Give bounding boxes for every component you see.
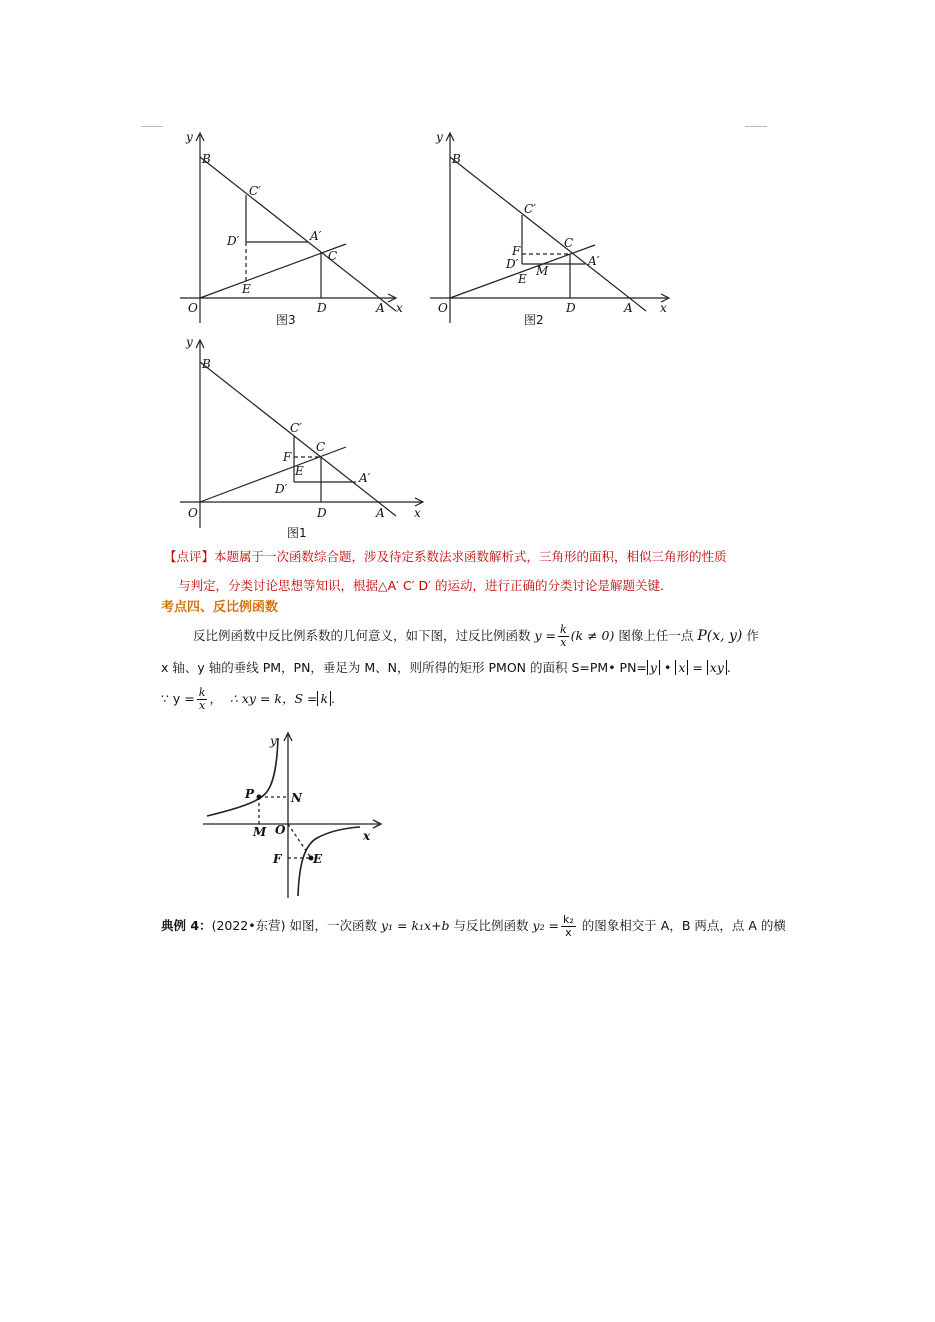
example-label: 典例 4： bbox=[161, 918, 212, 933]
para2-abs-xy: xy bbox=[707, 660, 727, 675]
fig1-label-A: A bbox=[376, 506, 385, 520]
fig2-label-A: A bbox=[624, 301, 633, 315]
fig1-label-A-prime: A′ bbox=[359, 471, 371, 485]
figure-1 bbox=[170, 332, 430, 544]
fig1-label-y: y bbox=[186, 335, 193, 349]
example-source: (2022•东营) 如图，一次函数 bbox=[211, 918, 381, 933]
fig1-label-B: B bbox=[202, 357, 211, 371]
fig3-label-x: x bbox=[396, 301, 403, 315]
example-frac-den: x bbox=[565, 926, 572, 939]
para3-frac-den: x bbox=[199, 699, 206, 712]
fig3-label-y: y bbox=[186, 130, 193, 144]
fig2-label-O: O bbox=[438, 301, 448, 315]
figure-2 bbox=[420, 125, 675, 335]
fig2-label-D-prime: D′ bbox=[506, 257, 519, 271]
paragraph-1 bbox=[193, 623, 759, 649]
fig3-label-D: D bbox=[317, 301, 327, 315]
fig1-caption: 图1 bbox=[287, 526, 307, 540]
para1-condition: (k ≠ 0) bbox=[570, 628, 615, 643]
para1-frac-num: k bbox=[560, 623, 567, 636]
example-fraction bbox=[561, 914, 576, 939]
fig2-label-F: F bbox=[512, 244, 521, 258]
para2-dot: • bbox=[659, 660, 676, 675]
page-corner-mark-left bbox=[141, 118, 163, 127]
fig2-label-C-prime: C′ bbox=[524, 202, 536, 216]
example-mid: 与反比例函数 bbox=[449, 918, 533, 933]
fig3-label-C: C bbox=[328, 249, 338, 263]
fig4-label-O: O bbox=[275, 823, 286, 837]
para2-eq: = bbox=[688, 660, 707, 675]
fig3-label-A-prime: A′ bbox=[310, 229, 322, 243]
example-after: 的图象相交于 A，B 两点，点 A 的横 bbox=[577, 918, 786, 933]
para1-before: 反比例函数中反比例系数的几何意义，如下图，过反比例函数 bbox=[193, 628, 535, 643]
para3-abs-k: k bbox=[317, 691, 331, 706]
fig2-label-x: x bbox=[660, 301, 667, 315]
fig3-label-D-prime: D′ bbox=[227, 234, 240, 248]
para1-fraction bbox=[558, 624, 569, 649]
example-y2: y₂ = bbox=[532, 918, 560, 933]
fig1-label-C: C bbox=[316, 440, 326, 454]
fig3-label-O: O bbox=[188, 301, 198, 315]
fig1-label-D: D bbox=[317, 506, 327, 520]
para1-mid: 图像上任一点 bbox=[614, 628, 698, 643]
page-corner-mark-right bbox=[745, 118, 767, 127]
para3-fraction bbox=[197, 687, 208, 712]
fig1-label-x: x bbox=[414, 506, 421, 520]
para3-frac-num: k bbox=[198, 686, 206, 699]
fig2-label-D: D bbox=[566, 301, 576, 315]
comment-line-1: 【点评】本题属于一次函数综合题，涉及待定系数法求函数解析式，三角形的面积，相似三角形的性质 bbox=[164, 549, 727, 564]
paragraph-2 bbox=[161, 659, 731, 677]
example-y1: y₁ = k₁x+b bbox=[380, 918, 450, 933]
fig1-label-O: O bbox=[188, 506, 198, 520]
fig4-label-M: M bbox=[253, 825, 267, 839]
fig3-label-E: E bbox=[242, 282, 251, 296]
point-P-dot bbox=[257, 795, 262, 800]
fig1-label-E: E bbox=[295, 464, 304, 478]
para1-y-eq: y = bbox=[534, 628, 556, 643]
para1-frac-den: x bbox=[560, 636, 567, 649]
fig2-label-C: C bbox=[564, 236, 574, 250]
fig2-label-E: E bbox=[518, 272, 527, 286]
fig1-label-D-prime: D′ bbox=[275, 482, 288, 496]
para2-abs-x: x bbox=[675, 660, 688, 675]
fig4-label-x: x bbox=[363, 829, 371, 843]
figure-hyperbola bbox=[195, 728, 385, 903]
para2-abs-y: y bbox=[647, 660, 660, 675]
para1-after: 作 bbox=[742, 628, 759, 643]
section-title: 考点四、反比例函数 bbox=[161, 600, 279, 615]
para2-text: x 轴、y 轴的垂线 PM，PN，垂足为 M、N，则所得的矩形 PMON 的面积 S=PM• PN= bbox=[161, 660, 647, 675]
fig4-label-y: y bbox=[270, 734, 277, 748]
fig2-label-B: B bbox=[452, 152, 461, 166]
fig4-label-N: N bbox=[291, 791, 302, 805]
fig3-caption: 图3 bbox=[276, 313, 296, 327]
fig4-label-P: P bbox=[245, 787, 255, 801]
fig2-label-A-prime: A′ bbox=[588, 254, 600, 268]
fig3-label-B: B bbox=[202, 152, 211, 166]
para2-end: . bbox=[726, 660, 731, 675]
para3-therefore: ∴ xy = k，S = bbox=[229, 691, 318, 706]
para3-end: . bbox=[331, 691, 336, 706]
paragraph-3 bbox=[161, 684, 335, 714]
para1-point: P(x, y) bbox=[697, 628, 743, 644]
para3-since: ∵ y = bbox=[161, 691, 195, 706]
para3-comma: ， bbox=[209, 691, 222, 706]
fig1-label-F: F bbox=[283, 450, 292, 464]
fig2-caption: 图2 bbox=[524, 313, 544, 327]
fig3-label-C-prime: C′ bbox=[249, 184, 261, 198]
fig2-label-y: y bbox=[436, 130, 443, 144]
fig4-label-F: F bbox=[273, 852, 282, 866]
figure-3 bbox=[170, 125, 410, 335]
example-4 bbox=[161, 911, 786, 941]
fig1-label-C-prime: C′ bbox=[290, 421, 302, 435]
fig3-label-A: A bbox=[376, 301, 385, 315]
comment-line-2: 与判定，分类讨论思想等知识，根据△A′ C′ D′ 的运动，进行正确的分类讨论是解题关键． bbox=[178, 578, 673, 593]
fig2-label-M: M bbox=[536, 264, 549, 278]
example-frac-num: k₂ bbox=[563, 913, 574, 926]
fig4-label-E: E bbox=[313, 852, 323, 866]
